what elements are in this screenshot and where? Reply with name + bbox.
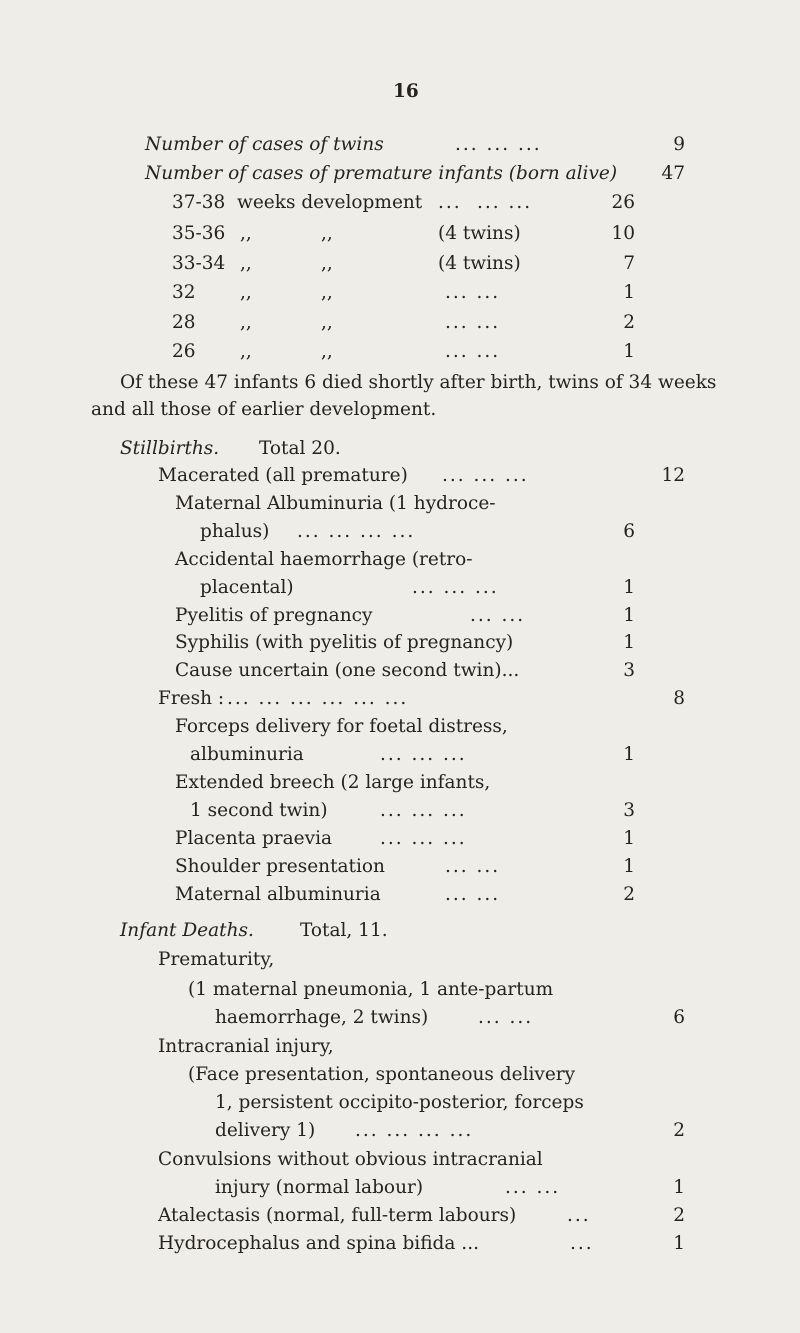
stillbirth-item-line: Syphilis (with pyelitis of pregnancy) — [175, 632, 514, 653]
row-dots: ... ... — [445, 282, 501, 303]
row-ditto: ,, — [240, 312, 252, 333]
row-ditto: ,, — [321, 223, 333, 244]
row-ditto: ,, — [321, 282, 333, 303]
row-ditto: ,, — [240, 223, 252, 244]
stillbirth-item-value: 1 — [623, 605, 635, 626]
row-weeks: 35-36 — [172, 223, 226, 244]
fresh-item-line: Extended breech (2 large infants, — [175, 772, 491, 793]
fresh-item-value: 1 — [623, 856, 635, 877]
stillbirths-heading: Stillbirths. — [120, 438, 220, 459]
fresh-item-dots: ... ... ... — [380, 828, 467, 849]
paragraph-line: Of these 47 infants 6 died shortly after birth, twins of 34 weeks — [120, 372, 717, 393]
row-label: weeks development — [237, 192, 423, 213]
stillbirth-item-line: Maternal Albuminuria (1 hydroce- — [175, 493, 496, 514]
page-number: 16 — [393, 81, 419, 102]
stillbirth-item-line: phalus) — [200, 521, 270, 542]
stillbirth-item-value: 3 — [623, 660, 635, 681]
fresh-item-value: 1 — [623, 744, 635, 765]
prematurity-dots: ... ... — [478, 1007, 534, 1028]
atalectasis-label: Atalectasis (normal, full-term labours) — [158, 1205, 517, 1226]
premature-value: 47 — [661, 163, 685, 184]
stillbirth-item-line: Cause uncertain (one second twin)... — [175, 660, 520, 681]
stillbirths-total: Total 20. — [259, 438, 341, 459]
intracranial-line: (Face presentation, spontaneous delivery — [188, 1064, 576, 1085]
stillbirth-item-dots: ... ... — [470, 605, 526, 626]
row-ditto: ,, — [321, 341, 333, 362]
prematurity-value: 6 — [673, 1007, 685, 1028]
fresh-item-dots: ... ... — [445, 884, 501, 905]
premature-label: Number of cases of premature infants (born alive) — [145, 163, 618, 184]
prematurity-label: Prematurity, — [158, 949, 275, 970]
fresh-value: 8 — [673, 688, 685, 709]
intracranial-line: 1, persistent occipito-posterior, forceps — [215, 1092, 584, 1113]
fresh-item-line: Forceps delivery for foetal distress, — [175, 716, 508, 737]
macerated-label: Macerated (all premature) — [158, 465, 408, 486]
fresh-item-dots: ... ... ... — [380, 744, 467, 765]
row-weeks: 32 — [172, 282, 196, 303]
fresh-label: Fresh : — [158, 688, 225, 709]
convulsions-line: injury (normal labour) — [215, 1177, 424, 1198]
fresh-item-dots: ... ... — [445, 856, 501, 877]
fresh-item-line: 1 second twin) — [190, 800, 328, 821]
stillbirth-item-line: Accidental haemorrhage (retro- — [175, 549, 473, 570]
macerated-dots: ... ... ... — [442, 465, 529, 486]
row-weeks: 28 — [172, 312, 196, 333]
intracranial-dots: ... ... ... ... — [355, 1120, 474, 1141]
row-note: (4 twins) — [438, 253, 521, 274]
row-ditto: ,, — [240, 253, 252, 274]
fresh-item-dots: ... ... ... — [380, 800, 467, 821]
row-note: (4 twins) — [438, 223, 521, 244]
stillbirth-item-dots: ... ... ... — [412, 577, 499, 598]
row-ditto: ,, — [321, 253, 333, 274]
infant-deaths-total: Total, 11. — [300, 920, 388, 941]
stillbirth-item-value: 6 — [623, 521, 635, 542]
stillbirth-item-dots: ... ... ... ... — [297, 521, 416, 542]
intracranial-label: Intracranial injury, — [158, 1036, 334, 1057]
row-ditto: ,, — [240, 282, 252, 303]
prematurity-line: haemorrhage, 2 twins) — [215, 1007, 429, 1028]
prematurity-line: (1 maternal pneumonia, 1 ante-partum — [188, 979, 554, 1000]
row-dots: ... ... — [445, 312, 501, 333]
row-value: 1 — [623, 341, 635, 362]
row-weeks: 33-34 — [172, 253, 226, 274]
convulsions-line: Convulsions without obvious intracranial — [158, 1149, 543, 1170]
fresh-item-line: albuminuria — [190, 744, 304, 765]
fresh-item-line: Maternal albuminuria — [175, 884, 381, 905]
fresh-dots: ... ... ... ... ... ... — [227, 688, 409, 709]
fresh-item-value: 3 — [623, 800, 635, 821]
hydrocephalus-dots: ... — [570, 1233, 594, 1254]
row-ditto: ,, — [321, 312, 333, 333]
stillbirth-item-line: Pyelitis of pregnancy — [175, 605, 373, 626]
twins-label: Number of cases of twins — [145, 134, 384, 155]
row-dots: ... — [438, 192, 462, 213]
fresh-item-value: 1 — [623, 828, 635, 849]
convulsions-value: 1 — [673, 1177, 685, 1198]
row-dots: ... ... — [445, 341, 501, 362]
infant-deaths-heading: Infant Deaths. — [120, 920, 254, 941]
convulsions-dots: ... ... — [505, 1177, 561, 1198]
intracranial-value: 2 — [673, 1120, 685, 1141]
intracranial-line: delivery 1) — [215, 1120, 316, 1141]
row-value: 1 — [623, 282, 635, 303]
twins-value: 9 — [673, 134, 685, 155]
fresh-item-line: Shoulder presentation — [175, 856, 385, 877]
row-weeks: 37-38 — [172, 192, 226, 213]
row-value: 10 — [611, 223, 635, 244]
atalectasis-value: 2 — [673, 1205, 685, 1226]
stillbirth-item-line: placental) — [200, 577, 294, 598]
hydrocephalus-value: 1 — [673, 1233, 685, 1254]
fresh-item-value: 2 — [623, 884, 635, 905]
row-ditto: ,, — [240, 341, 252, 362]
row-weeks: 26 — [172, 341, 196, 362]
twins-dots: ... ... ... — [455, 134, 542, 155]
row-value: 26 — [611, 192, 635, 213]
atalectasis-dots: ... — [567, 1205, 591, 1226]
paragraph-line: and all those of earlier development. — [91, 399, 437, 420]
macerated-value: 12 — [661, 465, 685, 486]
stillbirth-item-value: 1 — [623, 577, 635, 598]
stillbirth-item-value: 1 — [623, 632, 635, 653]
fresh-item-line: Placenta praevia — [175, 828, 333, 849]
hydrocephalus-label: Hydrocephalus and spina bifida ... — [158, 1233, 479, 1254]
row-dots: ... ... — [477, 192, 533, 213]
row-value: 2 — [623, 312, 635, 333]
row-value: 7 — [623, 253, 635, 274]
